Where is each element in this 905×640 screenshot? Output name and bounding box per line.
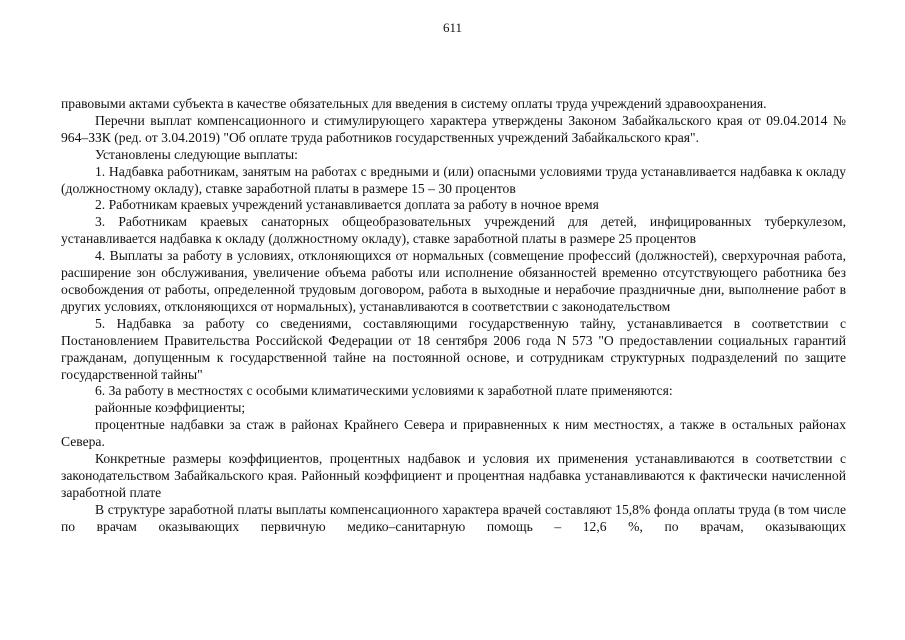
paragraph-item-5: 5. Надбавка за работу со сведениями, составляющими государственную тайну, устанавливается в соответствии с Постановлением Правительства Российской Федерации от 18 сентября 2006 года N 573 "О предоставлении социальных гарантий гражданам, допущенным к государственной тайне на постоянной основе, и сотрудникам структурных подразделений по защите государственной тайны" [61,315,846,382]
paragraph-specific-sizes: Конкретные размеры коэффициентов, процентных надбавок и условия их применения устанавливаются в соответствии с законодательством Забайкальского края. Районный коэффициент и процентная надбавка устанавливаются к фактически начисленной заработной плате [61,451,846,500]
paragraph-continuation: правовыми актами субъекта в качестве обязательных для введения в систему оплаты труда учреждений здравоохранения. [61,96,767,111]
paragraph-item-2: 2. Работникам краевых учреждений устанавливается доплата за работу в ночное время [95,197,599,213]
paragraph-item-3: 3. Работникам краевых санаторных общеобразовательных учреждений для детей, инфицированных туберкулезом, устанавливается надбавка к окладу (должностному окладу), ставке заработной платы в размере 25 процентов [61,214,846,247]
paragraph-law-reference: Перечни выплат компенсационного и стимулирующего характера утверждены Законом Забайкальского края от 09.04.2014 № 964–ЗЗК (ред. от 3.04.2019) "Об оплате труда работников государственных учреждений Забайкальского края". [61,112,846,145]
paragraph-item-6: 6. За работу в местностях с особыми климатическими условиями к заработной плате применяются: [95,383,673,399]
paragraph-item-1: 1. Надбавка работникам, занятым на работах с вредными и (или) опасными условиями труда устанавливается надбавка к окладу (должностному окладу), ставке заработной платы в размере 15 – 30 процентов [61,163,846,196]
paragraph-percent-allowances: процентные надбавки за стаж в районах Крайнего Севера и приравненных к ним местностях, а также в остальных районах Севера. [61,417,846,450]
paragraph-regional-coefficients: районные коэффициенты; [95,400,246,416]
body-text [61,96,846,536]
paragraph-payments-intro: Установлены следующие выплаты: [95,146,298,162]
paragraph-salary-structure: В структуре заработной платы выплаты компенсационного характера врачей составляют 15,8% фонда оплаты труда (в том числе по врачам оказывающих первичную медико–санитарную помощь – 12,6 %, по врачам, оказывающих [61,501,846,534]
page-number: 611 [442,20,463,35]
paragraph-item-4: 4. Выплаты за работу в условиях, отклоняющихся от нормальных (совмещение профессий (должностей), сверхурочная работа, расширение зон обслуживания, увеличение объема работы или исполнение обязанностей временно отсутствующего работника без освобождения от работы, определенной трудовым договором, работа в выходные и нерабочие праздничные дни, выполнение работ в других условиях, отклоняющихся от нормальных), устанавливаются в соответствии с законодательством [61,248,846,314]
